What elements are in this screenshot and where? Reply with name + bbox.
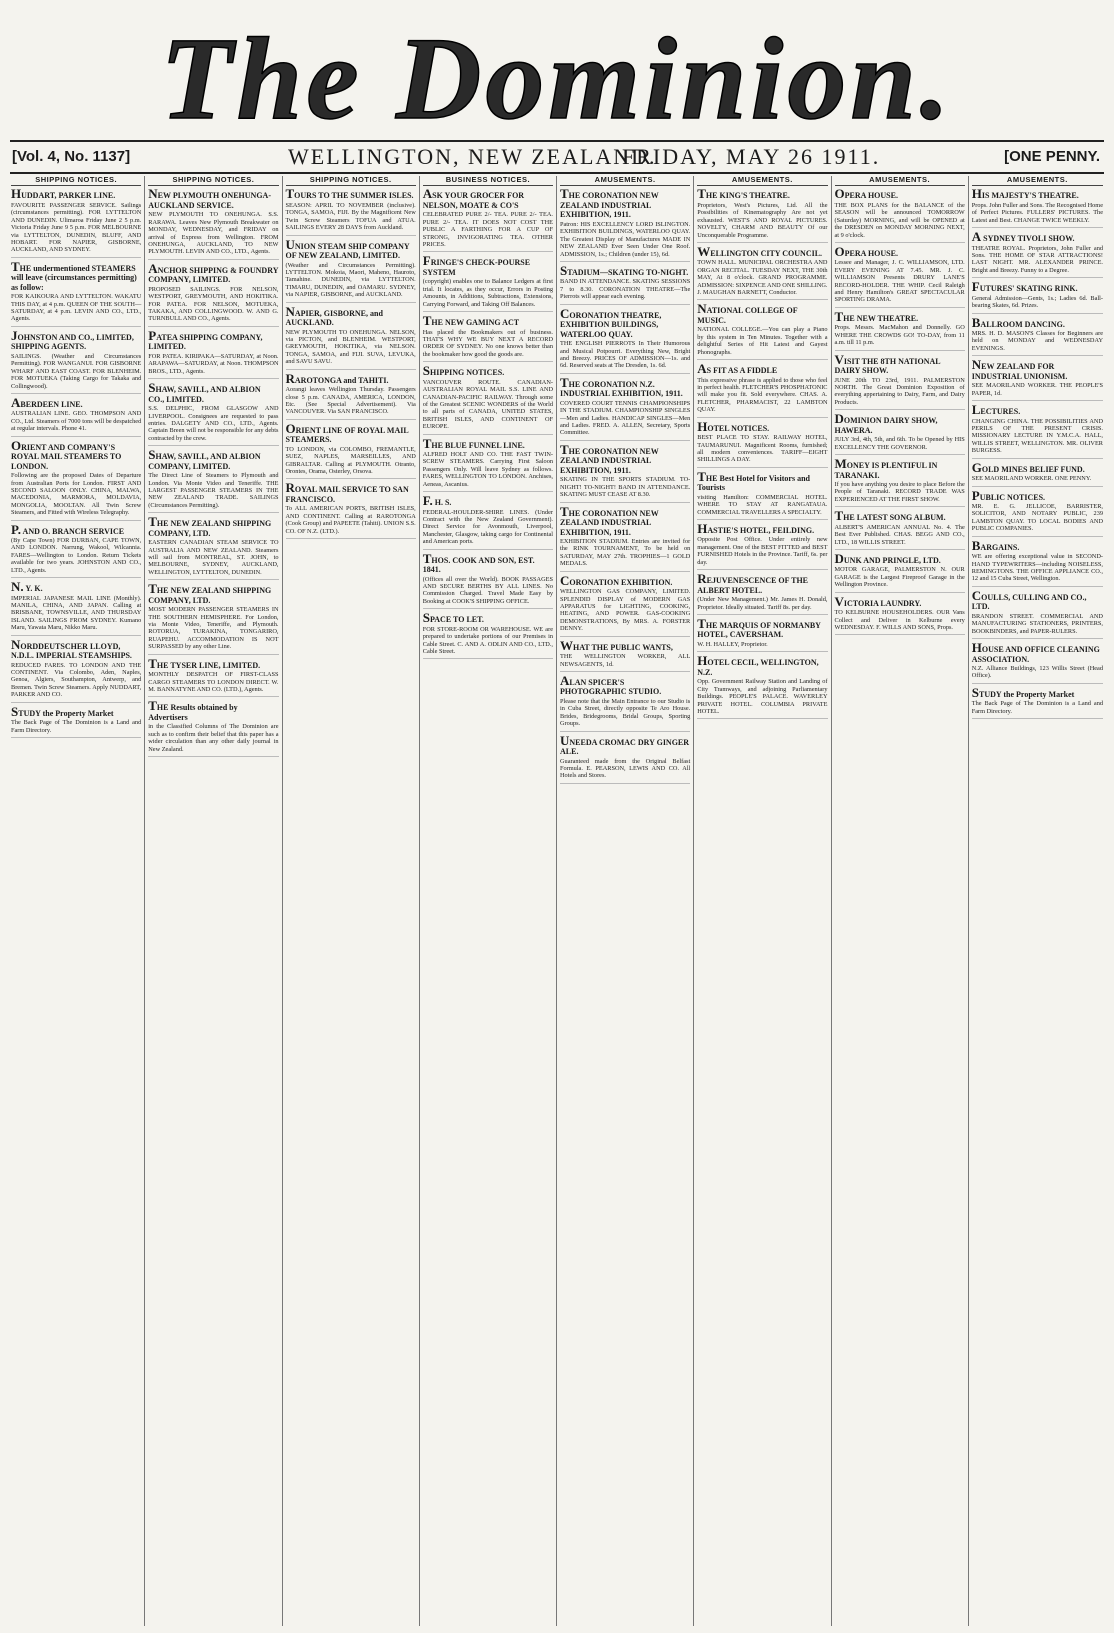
notice-body: CELEBRATED PURE 2/- TEA. PURE 2/- TEA. PURE 2/- TEA. IT DOES NOT COST THE PUBLIC A FARTHING FOR A CUP OF STRONG, INVIGORATING TEA. OTHER PRICES. — [422, 211, 553, 249]
notice-body: THEATRE ROYAL. Proprietors, John Fuller and Sons. THE HOME OF STAR ATTRACTIONS! LAST NIGHT. MR. ALEXANDER PRINCE. Bright and Breezy. Funny to a Degree. — [971, 244, 1103, 274]
notice — [148, 380, 279, 446]
notice-title: THE LATEST SONG ALBUM. — [834, 508, 946, 524]
notice — [834, 456, 965, 507]
notice-title: PUBLIC NOTICES. — [971, 487, 1046, 503]
notice-body: Has placed the Bookmakers out of business. THAT'S WHY WE BUY NEXT A RECORD ORDER OF SYDNEY. No one knows better than the bookmaker how good the goods are. — [422, 328, 553, 358]
notice-title: STADIUM—SKATING TO-NIGHT. — [560, 262, 689, 278]
notice-title: TOURS TO THE SUMMER ISLES. — [285, 186, 414, 202]
notice-title: SHAW, SAVILL, AND ALBION COMPANY, LIMITED. — [148, 447, 261, 471]
notice-body: FAVOURITE PASSENGER SERVICE. Sailings (circumstances permitting). FOR LYTTELTON AND DUNEDIN. Ulimaroa Friday June 2 5 p.m. Victoria Friday June 9 5 p.m. FOR MELBOURNE via LYTTELTON, DUNEDIN, BLUFF, AND HOBART. FOR NAPIER, GISBORNE, AUCKLAND, AND SYDNEY. — [11, 201, 142, 254]
notice-body: visiting Hamilton: COMMERCIAL HOTEL. WHERE TO STAY AT RANGATAUA. COMMERCIAL TRAVELLERS A SPECIALTY. — [697, 493, 828, 516]
notice-body: NEW PLYMOUTH TO ONEHUNGA. NELSON, via PICTON, and BLENHEIM. WESTPORT, GREYMOUTH, HOKITIKA, via NELSON. TONGA, SAMOA, and FIJI. SUVA, LEVUKA, and SAVU SAVU. — [285, 328, 416, 366]
notice — [834, 550, 965, 593]
column-heading: AMUSEMENTS. — [697, 176, 827, 186]
notice-body: REDUCED FARES. TO LONDON AND THE CONTINENT. Via Colombo, Aden, Naples, Genoa, Algiers, Southampton, Antwerp, and Bremen. Twin Screw Steamers. Apply NUDDART, PARKER AND CO. — [11, 661, 142, 699]
notice-body: WELLINGTON GAS COMPANY, LIMITED. SPLENDID DISPLAY of MODERN GAS APPARATUS for LIGHTING, COOKING, HEATING, AND POWER. GAS-COOKING DEMONSTRATIONS, By MRS. A. FORSTER DENNY. — [560, 588, 691, 633]
notice-title: HOTEL CECIL, WELLINGTON, N.Z. — [697, 653, 819, 677]
notice-title: F. H. S. — [422, 493, 452, 509]
notice-title: OPERA HOUSE. — [834, 243, 898, 259]
notice-body: (copyright) enables one to Balance Ledgers at first trial. It locates, as they occur, Errors in Posting Amounts, in Additions, Subtractions, Extensions, Carrying Forward, and Taking Off Balances. — [422, 278, 553, 308]
notice-title: THE CORONATION NEW ZEALAND INDUSTRIAL EXHIBITION, 1911. — [560, 186, 659, 220]
notice — [697, 186, 828, 243]
notice-body: General Admission—Gents, 1s.; Ladies 6d. Ball-bearing Skates, 6d. Prizes. — [971, 294, 1103, 310]
notice — [11, 186, 142, 257]
volume-number: [Vol. 4, No. 1137] — [12, 148, 131, 165]
notice-body: Props. Messrs. MacMahon and Donnelly. GO WHERE THE CROWDS GO! TO-DAY, from 11 a.m. till 11 p.m. — [834, 324, 965, 347]
notice-body: BAND IN ATTENDANCE. SKATING SESSIONS 7 to 8.30. CORONATION THEATRE—The Pierrots will appear each evening. — [560, 278, 691, 301]
notice — [971, 357, 1103, 401]
notice-title: HIS MAJESTY'S THEATRE. — [971, 186, 1079, 202]
notice-title: THE NEW THEATRE. — [834, 308, 919, 324]
notice — [697, 653, 828, 719]
notice — [560, 572, 691, 637]
notice — [11, 327, 142, 394]
notice-body: (Under New Management.) Mr. James H. Donald, Proprietor. Ideally situated. Tariff 8s. per day. — [697, 596, 828, 611]
notice-body: CHANGING CHINA. THE POSSIBILITIES AND PERILS OF THE PRESENT CRISIS. MISSIONARY LECTURE IN Y.M.C.A. HALL, WILLIS STREET, WELLINGTON. MR. OLIVER BURGESS. — [971, 417, 1103, 455]
notice-body: AUSTRALIAN LINE. GEO. THOMPSON AND CO., Ltd. Steamers of 7000 tons will be despatched at regular intervals. Phone 41. — [11, 410, 142, 433]
notice-title: UNEEDA CROMAC DRY GINGER ALE. — [560, 732, 690, 757]
notice-title: VISIT THE 8TH NATIONAL DAIRY SHOW. — [834, 351, 941, 376]
notice-title: THE NEW ZEALAND SHIPPING COMPANY, LTD. — [148, 514, 272, 538]
notice-body: (Weather and Circumstances Permitting). LYTTELTON. Mokoia, Maori, Maheno, Hauroto, Tamahine. DUNEDIN, via LYTTELTON. TIMARU, DUNEDIN, and OAMARU. SYDNEY, via NAPIER, GISBORNE, and AUCKLAND. — [285, 261, 416, 299]
notice-title: WELLINGTON CITY COUNCIL. — [697, 243, 823, 259]
notice-title: FRINGE'S CHECK-POURSE SYSTEM — [422, 253, 531, 277]
notice-body: Opposite Post Office. Under entirely new management. One of the BEST FITTED and BEST FURNISHED Hotels in the Province. Tariff, 6s. per day. — [697, 536, 828, 566]
notice-title: ORIENT LINE OF ROYAL MAIL STEAMERS. — [285, 420, 409, 445]
column-3 — [283, 176, 420, 1626]
notice-body: Proprietors, West's Pictures, Ltd. All the Possibilities of Kinematography Are not yet exhausted. WEST'S AND ROYAL PICTURES. NOVELTY, CHARM AND BEAUTY Of our Unconquerable Programme. — [697, 201, 828, 239]
notice-title: LECTURES. — [971, 402, 1021, 418]
notice-body: S.S. DELPHIC, FROM GLASGOW AND LIVERPOOL. Consignees are requested to pass entries. DALGETY AND CO., LTD., Agents. Captain Breen will not be responsible for any debts contracted by the crew. — [148, 405, 279, 442]
notice-title: ORIENT AND COMPANY'S ROYAL MAIL STEAMERS TO LONDON. — [11, 437, 122, 471]
notice-title: ANCHOR SHIPPING & FOUNDRY COMPANY, LIMITED. — [148, 260, 279, 285]
notice — [971, 640, 1103, 684]
notice-title: JOHNSTON AND CO., LIMITED, SHIPPING AGENTS. — [11, 327, 134, 352]
notice-title: OPERA HOUSE. — [834, 186, 898, 202]
notice-body: MRS. H. D. MASON'S Classes for Beginners are held on MONDAY and WEDNESDAY EVENINGS. — [971, 330, 1103, 352]
column-heading: SHIPPING NOTICES. — [11, 176, 141, 186]
notice-title: NAPIER, GISBORNE, and AUCKLAND. — [285, 303, 383, 328]
notice-body: TO LONDON, via COLOMBO, FREMANTLE, SUEZ, NAPLES, MARSEILLES, AND GIBRALTAR. Calling at PLYMOUTH. Otranto, Orontes, Orama, Osterley, Orsova. — [285, 445, 416, 475]
notice-body: N.Z. Alliance Buildings, 123 Willis Street (Head Office). — [971, 665, 1103, 680]
notice — [971, 537, 1103, 587]
notice-body: WE are offering exceptional value in SECOND-HAND TYPEWRITERS—including NOISELESS, REMINGTONS. THE OFFICE APPLIANCE CO., 12 and 15 Cuba Street, Wellington. — [971, 553, 1103, 583]
notice-body: PROPOSED SAILINGS. FOR NELSON, WESTPORT, GREYMOUTH, AND HOKITIKA. FOR PATEA. FOR NELSON, MOTUEKA, TAKAKA, AND COLLINGWOOD. W. AND G. TURNBULL AND CO., Agents. — [148, 285, 279, 323]
notice — [971, 459, 1103, 487]
notice — [148, 186, 279, 259]
notice-title: THE Results obtained by Advertisers — [148, 698, 238, 722]
notice-title: REJUVENESCENCE OF THE ALBERT HOTEL. — [697, 571, 808, 595]
column-7 — [832, 176, 969, 1626]
notice — [560, 503, 691, 572]
notice-body: BRANDON STREET. COMMERCIAL AND MANUFACTURING STATIONERS, PRINTERS, BOOKBINDERS, and PAPER-RULERS. — [971, 612, 1103, 635]
notice — [422, 550, 553, 610]
notice-title: FUTURES' SKATING RINK. — [971, 279, 1078, 295]
notice-body: VANCOUVER ROUTE. CANADIAN-AUSTRALIAN ROYAL MAIL S.S. LINE AND CANADIAN-PACIFIC RAILWAY. Through some of the Greatest SCENIC WONDERS of the World to all parts of CANADA, UNITED STATES, BRITISH ISLES, AND CONTINENT OF EUROPE. — [422, 378, 553, 431]
notice-body: THE ENGLISH PIERROTS In Their Humorous and Musical Potpourri. Everything New, Bright and Breezy. PRICES OF ADMISSION—1s. and 6d. Reserved seats at The Dresden, 1s. 6d. — [560, 340, 691, 370]
notice — [560, 441, 691, 503]
notice-title: ABERDEEN LINE. — [11, 394, 83, 410]
notice-body: JUNE 20th TO 23rd, 1911. PALMERSTON NORTH. The Great Dominion Exposition of everything appertaining to Dairy, Farm, and Dairy Products. — [834, 376, 965, 406]
notice-title: THE NEW GAMING ACT — [422, 313, 520, 329]
notice — [697, 615, 827, 652]
issue-bar — [10, 140, 1104, 174]
notice-body: COVERED COURT TENNIS CHAMPIONSHIPS IN THE STADIUM. CHAMPIONSHIP SINGLES—Men and Ladies. HANDICAP SINGLES—Men and Ladies. FRED. A. ALLEN, Secretary, Sports Committee. — [560, 399, 691, 437]
notice — [834, 508, 965, 550]
notice-title: NEW ZEALAND FOR INDUSTRIAL UNIONISM. — [971, 357, 1068, 381]
notice — [560, 732, 691, 784]
notice — [285, 480, 416, 539]
notice — [971, 684, 1103, 719]
notice — [560, 672, 691, 732]
notice — [422, 435, 553, 493]
notice-title: DOMINION DAIRY SHOW, HAWERA. — [834, 411, 938, 435]
notice-title: STUDY the Property Market — [971, 684, 1075, 700]
notice-body: (Offices all over the World). BOOK PASSAGES AND SECURE BERTHS BY ALL LINES. No Commission Charged. Travel Made Easy by Booking at COOK'S SHIPPING OFFICE. — [422, 575, 553, 605]
notice — [971, 487, 1103, 537]
notice-body: FOR PATEA. KIRIPAKA—SATURDAY, at Noon. ARAPAWA—SATURDAY, at Noon. THOMPSON BROS., LTD., Agents. — [148, 352, 279, 375]
notice-title: NORDDEUTSCHER LLOYD, N.D.L. IMPERIAL STEAMSHIPS. — [11, 636, 132, 661]
notice — [834, 243, 965, 308]
notice — [11, 636, 142, 703]
column-1 — [8, 176, 145, 1626]
column-heading: AMUSEMENTS. — [972, 176, 1103, 186]
column-heading: BUSINESS NOTICES. — [423, 176, 553, 186]
notice-body: MOST MODERN PASSENGER STEAMERS IN THE SOUTHERN HEMISPHERE. For London, via Monte Video, Teneriffe, and Plymouth. ROTORUA, TURAKINA, TONGARIRO, RUAPEHU. ACCOMMODATION IS NOT SURPASSED by any other Line. — [148, 606, 279, 651]
notice-title: THE Best Hotel for Visitors and Tourists — [697, 468, 810, 493]
notice-title: ASK YOUR GROCER FOR NELSON, MOATE & CO'S — [422, 186, 525, 210]
notice-title: THE CORONATION N.Z. INDUSTRIAL EXHIBITION, 1911. — [560, 374, 683, 399]
notice-title: THE CORONATION NEW ZEALAND INDUSTRIAL EXHIBITION, 1911. — [560, 503, 659, 537]
notice-body: The Back Page of The Dominion is a Land and Farm Directory. — [11, 719, 142, 734]
notice — [697, 418, 828, 468]
notice — [148, 655, 279, 698]
notice-title: P. AND O. BRANCH SERVICE — [11, 521, 125, 537]
notice-body: Guaranteed made from the Original Belfast Formula. E. PEARSON, LEWIS AND CO. All Hotels and Stores. — [560, 757, 691, 780]
notice-title: THE CORONATION NEW ZEALAND INDUSTRIAL EXHIBITION, 1911. — [560, 441, 659, 475]
notice-body: MR. E. G. JELLICOE, BARRISTER, SOLICITOR, AND NOTARY PUBLIC, 239 LAMBTON QUAY. TO LOCAL BODIES AND PUBLIC COMPANIES. — [971, 503, 1103, 533]
column-8 — [969, 176, 1106, 1626]
notice — [422, 493, 553, 550]
notice-body: Props. John Fuller and Sons. The Recognised Home of Perfect Pictures. FULLERS' PICTURES. The Latest and Best. CHANGE TWICE WEEKLY. — [971, 201, 1103, 224]
notice — [148, 447, 279, 513]
notice-title: HASTIE'S HOTEL, FEILDING. — [697, 520, 815, 536]
notice-title: GOLD MINES BELIEF FUND. — [971, 459, 1085, 475]
notice-body: SEE MAORILAND WORKER. THE PEOPLE'S PAPER, 1d. — [971, 382, 1103, 397]
notice-title: THOS. COOK AND SON, EST. 1841. — [422, 550, 535, 575]
notice-title: VICTORIA LAUNDRY. — [834, 593, 922, 609]
column-5 — [557, 176, 694, 1626]
notice-body: The Direct Line of Steamers to Plymouth and London. Via Monte Video and Teneriffe. THE LARGEST PASSENGER STEAMERS IN THE NEW ZEALAND TRADE. SAILINGS (Circumstances Permitting). — [148, 472, 279, 509]
notice-body: To ALL AMERICAN PORTS, BRITISH ISLES, AND CONTINENT. Calling at RAROTONGA (Cook Group) and PAPEETE (Tahiti). UNION S.S. CO. OF N.Z. (LTD.). — [285, 505, 416, 535]
notice-title: CORONATION THEATRE, EXHIBITION BUILDINGS, WATERLOO QUAY. — [560, 305, 662, 339]
notice-body: SKATING IN THE SPORTS STADIUM. TO-NIGHT! TO-NIGHT! BAND IN ATTENDANCE. SKATING MUST CEASE AT 8.30. — [560, 476, 691, 499]
notice-body: BEST PLACE TO STAY. RAILWAY HOTEL, TAUMARUNUI. Magnificent Rooms, furnished; all modern conveniences. TARIFF—EIGHT SHILLINGS A DAY. — [697, 434, 828, 464]
notice-title: THE undermentioned STEAMERS will leave (circumstances permitting) as follow: — [11, 258, 137, 292]
column-heading: AMUSEMENTS. — [835, 176, 965, 186]
columns — [8, 176, 1106, 1626]
notice — [971, 279, 1103, 313]
notice-body: JULY 3rd, 4th, 5th, and 6th. To be Opened by HIS EXCELLENCY THE GOVERNOR. — [834, 436, 965, 451]
notice-title: HUDDART, PARKER LINE. — [11, 186, 116, 202]
notice — [560, 637, 691, 672]
notice — [422, 313, 553, 362]
notice — [285, 370, 416, 420]
notice-title: THE MARQUIS OF NORMANBY HOTEL, CAVERSHAM. — [697, 615, 821, 640]
notice-body: Please note that the Main Entrance to our Studio is in Cuba Street, directly opposite Te Aro House. Brides, Bridegrooms, Bridal Groups, Sporting Groups. — [560, 697, 691, 728]
notice-body: ALFRED HOLT AND CO. THE FAST TWIN-SCREW STEAMERS. Carrying First Saloon Passengers Only. Will leave Sydney as follows. FARES, WELLINGTON TO LONDON. Anchises, Aeneas, Ascanius. — [422, 451, 553, 488]
notice-body: Lessee and Manager, J. C. WILLIAMSON, LTD. EVERY EVENING AT 7.45. MR. J. C. WILLIAMSON Presents DRURY LANE'S RECORD-HOLDER. THE WHIP. Cecil Raleigh and Henry Hamilton's GREAT SPECTACULAR SPORTING DRAMA. — [834, 259, 965, 304]
notice — [285, 236, 416, 303]
notice — [834, 351, 965, 411]
notice-body: THE WELLINGTON WORKER, ALL NEWSAGENTS, 1d. — [560, 653, 691, 668]
notice — [422, 363, 553, 434]
masthead-title: The Dominion. — [160, 13, 954, 140]
column-heading: AMUSEMENTS. — [560, 176, 690, 186]
notice-title: SPACE TO LET. — [422, 610, 484, 626]
notice-body: MOTOR GARAGE, PALMERSTON N. OUR GARAGE is the Largest Fireproof Garage in the Wellington Province. — [834, 566, 965, 589]
notice-title: ROYAL MAIL SERVICE TO SAN FRANCISCO. — [285, 480, 409, 504]
notice-title: RAROTONGA and TAHITI. — [285, 370, 389, 386]
notice-title: WHAT THE PUBLIC WANTS, — [560, 637, 673, 653]
notice — [971, 402, 1103, 459]
notice-title: BARGAINS. — [971, 537, 1020, 553]
notice-body: This expressive phrase is applied to those who feel in perfect health. FLETCHER'S PHOSPHATONIC will make you fit. Sold everywhere. CHAS. A. FLETCHER, PHARMACIST, 22 LAMBTON QUAY. — [697, 376, 828, 414]
notice-title: AS FIT AS A FIDDLE — [697, 361, 778, 377]
notice-body: If you have anything you desire to place Before the People of Taranaki. RECORD TRADE WAS EXPERIENCED AT THE FIRST SHOW. — [834, 481, 965, 503]
notice — [971, 229, 1103, 278]
notice — [148, 514, 279, 580]
notice — [11, 579, 142, 636]
notice-body: SAILINGS. (Weather and Circumstances Permitting). FOR WANGANUI. FOR GISBORNE WHARF AND EAST COAST. FOR BLENHEIM. FOR MOTUEKA (Taking Cargo for Takaka and Collingwood). — [11, 352, 142, 390]
notice — [148, 698, 279, 757]
column-heading: SHIPPING NOTICES. — [286, 176, 416, 186]
notice — [422, 253, 553, 312]
notice — [697, 301, 828, 360]
notice-body: SEE MAORILAND WORKER. ONE PENNY. — [971, 475, 1092, 483]
notice-title: NATIONAL COLLEGE OF MUSIC. — [697, 301, 798, 325]
dateline-place: WELLINGTON, NEW ZEALAND. — [288, 144, 657, 169]
notice-body: TO KELBURNE HOUSEHOLDERS. OUR Vans Collect and Deliver in Kelburne every WEDNESDAY. F. WILLS AND SONS, Props. — [834, 609, 965, 631]
notice — [11, 521, 142, 579]
notice — [560, 262, 691, 305]
notice — [285, 420, 416, 480]
column-2 — [145, 176, 282, 1626]
notice — [697, 468, 828, 520]
notice — [834, 186, 965, 243]
notice-title: THE BLUE FUNNEL LINE. — [422, 435, 525, 451]
notice-body: W. H. HALLEY, Proprietor. — [697, 640, 768, 648]
notice-body: THE BOX PLANS for the BALANCE of the SEASON will be announced TOMORROW (Saturday) MORNING, and will be OPENED at the DRESDEN on MONDAY MORNING NEXT, at 9 o'clock. — [834, 201, 965, 239]
notice-title: BALLROOM DANCING. — [971, 314, 1065, 330]
notice-title: N. Y. K. — [11, 579, 43, 595]
notice-body: EXHIBITION STADIUM. Entries are invited for the RINK TOURNAMENT, To be held on SATURDAY, MAY 27th. TROPHIES—1 GOLD MEDALS. — [560, 538, 691, 568]
notice-body: in the Classified Columns of The Dominion are such as to confirm their belief that this paper has a wider circulation than any other daily journal in New Zealand. — [148, 723, 279, 753]
notice — [834, 308, 965, 351]
notice-body: Aorangi leaves Wellington Thursday. Passengers close 5 p.m. CANADA, AMERICA, LONDON, Etc. (See Special Advertisement). Via VANCOUVER. Via SAN FRANCISCO. — [285, 386, 416, 416]
notice-body: Opp. Government Railway Station and Landing of City Tramways, and adjoining Parliamentary Buildings. PEOPLE'S PALACE. WAVERLEY PRIVATE HOTEL. COLUMBIA PRIVATE HOTEL. — [697, 678, 828, 715]
notice-body: NATIONAL COLLEGE.—You can play a Piano by this system in Ten Minutes. Together with a delightful Series of Hit Latest and Gayest Phonographs. — [697, 326, 828, 356]
notice — [560, 305, 691, 374]
notice — [697, 361, 828, 418]
notice-title: SHIPPING NOTICES. — [422, 363, 505, 379]
notice-title: ALAN SPICER'S PHOTOGRAPHIC STUDIO. — [560, 672, 662, 697]
notice-title: CORONATION EXHIBITION. — [560, 572, 673, 588]
notice-title: DUNK AND PRINGLE, LTD. — [834, 550, 941, 566]
notice — [11, 437, 142, 521]
notice — [697, 243, 828, 301]
notice — [834, 411, 965, 455]
notice — [971, 186, 1103, 228]
column-heading: SHIPPING NOTICES. — [148, 176, 278, 186]
masthead-title-art — [0, 0, 1114, 140]
notice-body: ALBERT'S AMERICAN ANNUAL No. 4. The Best Ever Published. CHAS. BEGG AND CO., LTD., 18 WILLIS STREET. — [834, 523, 965, 546]
notice — [971, 587, 1103, 639]
notice-body: TOWN HALL. MUNICIPAL ORCHESTRA AND ORGAN RECITAL. TUESDAY NEXT, THE 30th MAY, At 8 o'clock. GRAND PROGRAMME. ADMISSION: SIXPENCE AND ONE SHILLING. J. MAUGHAN BARNETT, Conductor. — [697, 259, 828, 297]
notice — [834, 593, 965, 636]
notice — [422, 186, 553, 252]
notice-body: SEASON: APRIL TO NOVEMBER (inclusive). TONGA, SAMOA, FIJI. By the Magnificent New Twin Screw Steamers TOFUA and ATUA. SAILINGS EVERY 28 DAYS from Auckland. — [285, 201, 416, 232]
notice-body: (By Cape Town) FOR DURBAN, CAPE TOWN, AND LONDON. Narrung, Wakool, Wilcannia. FARES—Wellington to London. Return Tickets available for two years. JOHNSTON AND CO., LTD., Agents. — [11, 537, 142, 574]
notice-title: NEW PLYMOUTH ONEHUNGA-AUCKLAND SERVICE. — [148, 186, 271, 210]
notice-body: Following are the proposed Dates of Departure from Australian Ports for London. FIRST AND SECOND SALOON ONLY. CHINA, MALWA, MACEDONIA, MARMORA, MOLDAVIA, MONGOLIA, MOOLTAN. All Twin Screw Steamers, and Fitted with Wireless Telegraphy. — [11, 472, 142, 517]
notice — [148, 260, 279, 327]
notice — [285, 186, 416, 235]
notice — [11, 703, 142, 738]
notice — [560, 374, 691, 441]
notice — [422, 610, 553, 659]
notice — [148, 581, 279, 654]
notice-body: FOR STORE-ROOM OR WAREHOUSE. WE are prepared to undertake portions of our Premises in Cable Street. C. AND A. ODLIN AND CO., LTD., Cable Street. — [422, 625, 553, 655]
column-4 — [420, 176, 557, 1626]
notice-title: A SYDNEY TIVOLI SHOW. — [971, 229, 1075, 245]
notice-title: THE TYSER LINE, LIMITED. — [148, 655, 261, 671]
notice-body: NEW PLYMOUTH TO ONEHUNGA. S.S. RARAWA. Leaves New Plymouth Breakwater on MONDAY, WEDNESDAY, and FRIDAY on arrival of Express from Wellington. FROM ONEHUNGA, AUCKLAND, TO NEW PLYMOUTH. LEVIN AND CO., LTD., Agents. — [148, 211, 279, 256]
notice — [560, 186, 691, 262]
notice-title: UNION STEAM SHIP COMPANY OF NEW ZEALAND, LIMITED. — [285, 236, 410, 261]
notice-body: MONTHLY DESPATCH OF FIRST-CLASS CARGO STEAMERS TO LONDON DIRECT. W. M. BANNATYNE AND CO. (LTD.), Agents. — [148, 671, 279, 693]
notice — [285, 303, 416, 370]
notice-title: HOUSE AND OFFICE CLEANING ASSOCIATION. — [971, 640, 1100, 664]
notice-body: The Back Page of The Dominion is a Land and Farm Directory. — [971, 700, 1103, 715]
dateline-date: FRIDAY, MAY 26 1911. — [622, 144, 881, 169]
notice-body: FOR KAIKOURA AND LYTTELTON. WAKATU THIS DAY, at 4 p.m. QUEEN OF THE SOUTH—SATURDAY, at 4 p.m. LEVIN AND CO., LTD., Agents. — [11, 293, 142, 323]
notice-title: THE NEW ZEALAND SHIPPING COMPANY, LTD. — [148, 581, 272, 605]
notice-title: STUDY the Property Market — [11, 703, 114, 719]
notice — [11, 258, 142, 327]
notice-body: FEDERAL-HOULDER-SHIRE LINES. (Under Contract with the New Zealand Government). Direct Service for Avonmouth, Liverpool, Manchester, Glasgow, taking cargo for Continental and American ports. — [422, 508, 553, 546]
masthead — [0, 0, 1114, 140]
price: [ONE PENNY. — [1004, 148, 1100, 165]
notice-body: IMPERIAL JAPANESE MAIL LINE (Monthly). MANILA, CHINA, AND JAPAN. Calling at BRISBANE, TOWNSVILLE, AND THURSDAY ISLAND. SAILINGS FROM SYDNEY. Kumano Maru, Yawata Maru, Nikko Maru. — [11, 594, 142, 632]
notice-body: EASTERN CANADIAN STEAM SERVICE TO AUSTRALIA AND NEW ZEALAND. Steamers will sail from MONTREAL, ST. JOHN, to MELBOURNE, SYDNEY, AUCKLAND, WELLINGTON, LYTTELTON, DUNEDIN. — [148, 539, 279, 576]
notice — [697, 571, 828, 615]
notice-body: Patron: HIS EXCELLENCY LORD ISLINGTON. EXHIBITION BUILDINGS, WATERLOO QUAY. The Greatest Display of Manufactures MADE IN NEW ZEALAND Ever Seen Under One Roof. ADMISSION, 1s.; Children (under 15), 6d. — [560, 220, 691, 258]
notice-title: PATEA SHIPPING COMPANY, LIMITED. — [148, 327, 263, 352]
notice — [148, 327, 279, 379]
notice-title: SHAW, SAVILL, AND ALBION CO., LIMITED. — [148, 380, 261, 404]
notice-title: MONEY IS PLENTIFUL IN TARANAKI. — [834, 456, 938, 480]
notice — [697, 520, 828, 570]
notice — [11, 394, 142, 437]
notice-title: HOTEL NOTICES. — [697, 418, 770, 434]
column-6 — [694, 176, 831, 1626]
notice-title: COULLS, CULLING AND CO., LTD. — [971, 587, 1087, 612]
notice — [971, 314, 1103, 357]
notice-title: THE KING'S THEATRE. — [697, 186, 790, 202]
